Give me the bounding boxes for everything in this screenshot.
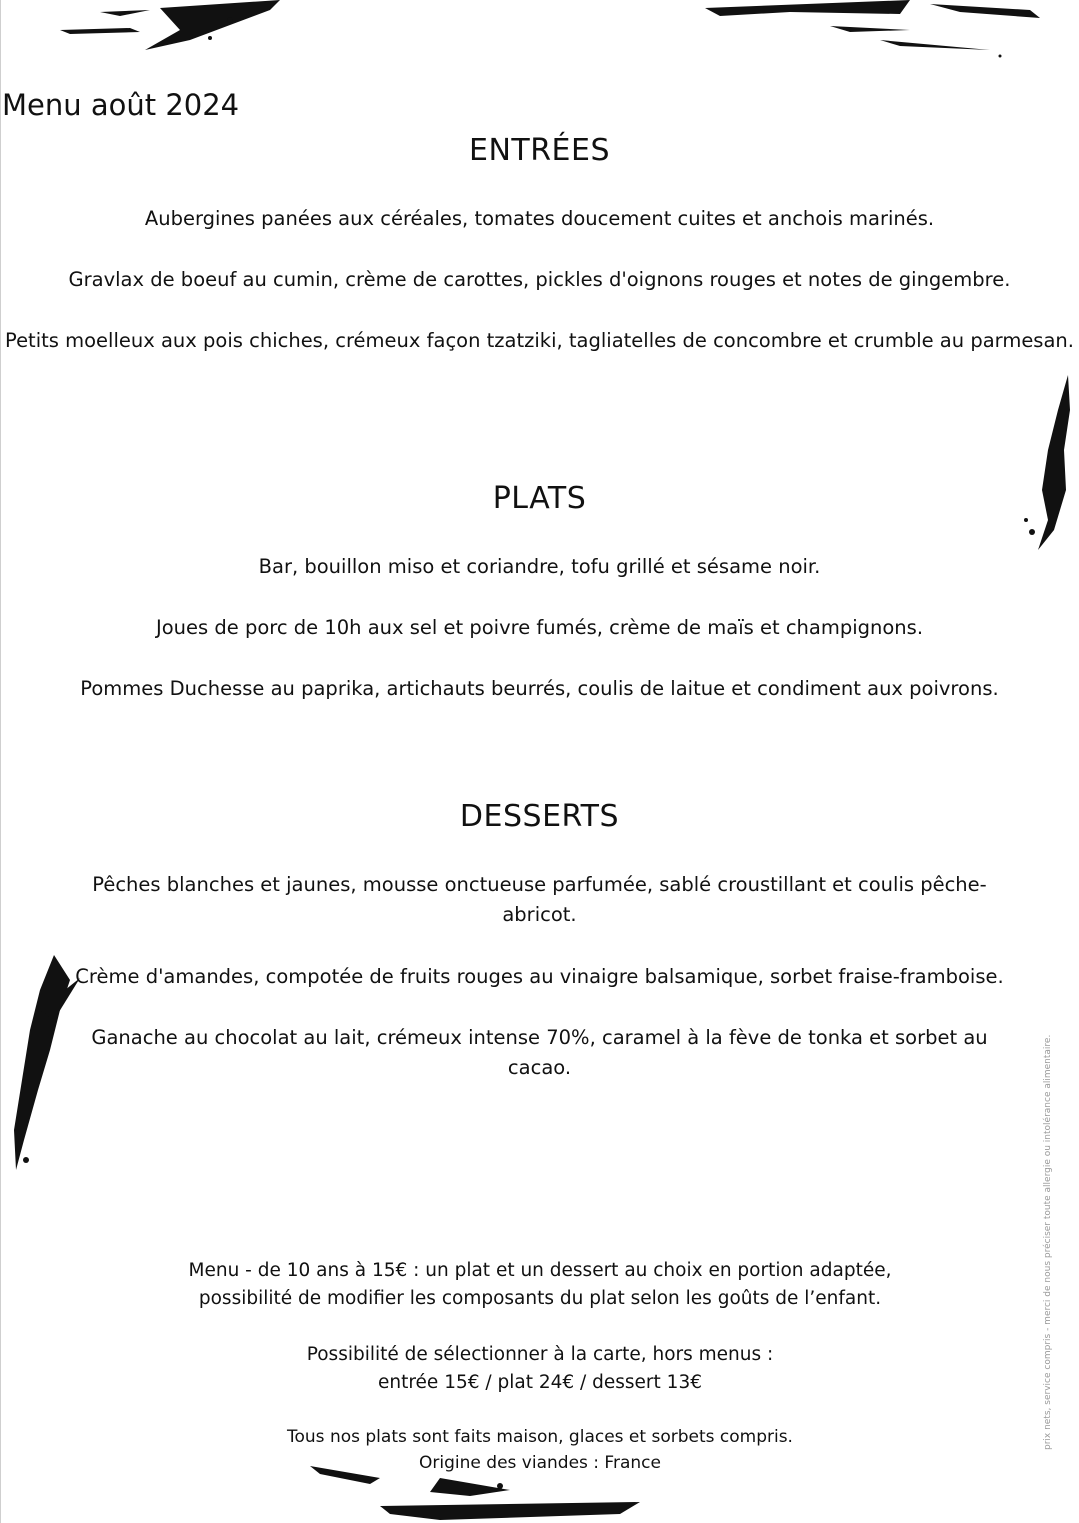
menu-title: Menu août 2024 (2, 88, 240, 122)
dish-dessert-1: Pêches blanches et jaunes, mousse onctueuse parfumée, sablé croustillant et coulis pêche-abricot. (92, 873, 987, 926)
section-heading-plats: PLATS (492, 481, 587, 516)
dish-entree-2: Gravlax de boeuf au cumin, crème de carottes, pickles d'oignons rouges et notes de gingembre. (68, 268, 1011, 291)
dish-entree-1: Aubergines panées aux céréales, tomates doucement cuites et anchois marinés. (144, 207, 935, 230)
side-legal-note: prix nets, service compris - merci de nous préciser toute allergie ou intolérance alimentaire. (1043, 1034, 1053, 1450)
brush-stroke-top-left (40, 0, 300, 60)
brush-stroke-right (1018, 370, 1078, 560)
dish-plat-1: Bar, bouillon miso et coriandre, tofu grillé et sésame noir. (258, 555, 821, 578)
dish-dessert-2: Crème d'amandes, compotée de fruits rouges au vinaigre balsamique, sorbet fraise-framboise. (75, 965, 1004, 988)
dish-plat-3: Pommes Duchesse au paprika, artichauts beurrés, coulis de laitue et condiment aux poivrons. (80, 677, 999, 700)
carte-prices-line: entrée 15€ / plat 24€ / dessert 13€ (377, 1372, 702, 1393)
kids-menu-line-1: Menu - de 10 ans à 15€ : un plat et un dessert au choix en portion adaptée, (188, 1260, 892, 1281)
dish-plat-2: Joues de porc de 10h aux sel et poivre fumés, crème de maïs et champignons. (155, 616, 924, 639)
kids-menu-line-2: possibilité de modifier les composants du plat selon les goûts de l’enfant. (198, 1288, 882, 1309)
carte-line-1: Possibilité de sélectionner à la carte, hors menus : (306, 1344, 774, 1365)
section-heading-entrees: ENTRÉES (468, 133, 611, 168)
meat-origin-note: Origine des viandes : France (419, 1453, 661, 1473)
homemade-note: Tous nos plats sont faits maison, glaces et sorbets compris. (287, 1427, 793, 1447)
section-heading-desserts: DESSERTS (459, 799, 620, 834)
brush-stroke-top-right (700, 0, 1060, 60)
dish-dessert-3: Ganache au chocolat au lait, crémeux intense 70%, caramel à la fève de tonka et sorbet au cacao. (91, 1026, 988, 1079)
dish-entree-3: Petits moelleux aux pois chiches, crémeux façon tzatziki, tagliatelles de concombre et crumble au parmesan. (5, 329, 1074, 352)
